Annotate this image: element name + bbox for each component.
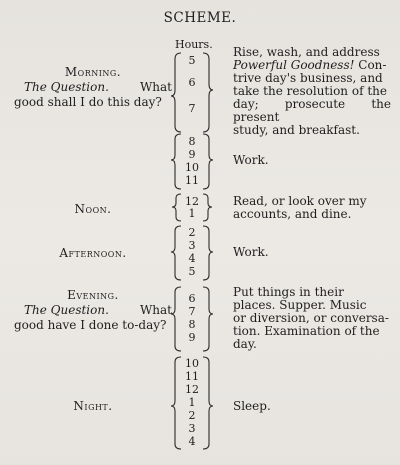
hour-11: 11 — [185, 174, 199, 187]
morning-right-brace — [203, 53, 213, 132]
afternoon-activity: Work. — [233, 245, 269, 259]
hour-3-am: 3 — [188, 422, 196, 435]
evening-label: Evening. — [67, 288, 119, 302]
noon-label: Noon. — [74, 202, 112, 216]
hour-1-am: 1 — [188, 396, 196, 409]
hour-4-am: 4 — [188, 435, 196, 448]
noon-activity-line1: Read, or look over my — [233, 194, 367, 208]
evening-question-label: The Question. — [24, 303, 109, 317]
evening-question-line2: good have I done to-day? — [14, 318, 167, 332]
noon-activity-line2: accounts, and dine. — [233, 207, 352, 221]
hour-7-pm: 7 — [188, 305, 196, 318]
hour-3: 3 — [188, 239, 196, 252]
evening-activity-line1: Put things in their — [233, 285, 344, 299]
evening-activity-line5: day. — [233, 337, 257, 351]
hour-8: 8 — [188, 135, 196, 148]
hour-12: 12 — [185, 195, 199, 208]
evening-block — [14, 288, 172, 333]
morning-activity-line5: day; prosecute the present — [233, 97, 391, 124]
evening-activity-line3: or diversion, or conversa- — [233, 311, 389, 325]
afternoon-right-brace — [203, 226, 213, 280]
evening-question — [14, 303, 172, 318]
hour-2-am: 2 — [188, 409, 196, 422]
hour-11-pm: 11 — [185, 370, 199, 383]
evening-question-rest: What — [139, 303, 172, 317]
hour-1: 1 — [188, 207, 196, 220]
powerful-goodness: Powerful Goodness! — [233, 58, 355, 72]
hour-2: 2 — [188, 226, 196, 239]
hours-header: Hours. — [175, 38, 213, 51]
evening-right-brace — [203, 287, 213, 351]
work-morning-right-brace — [203, 134, 213, 189]
hour-8-pm: 8 — [188, 318, 196, 331]
evening-activity — [233, 286, 391, 351]
hour-5-pm: 5 — [188, 265, 196, 278]
hour-9-pm: 9 — [188, 331, 196, 344]
morning-activity-line2-rest: Con- — [358, 58, 387, 72]
hour-9: 9 — [188, 148, 196, 161]
morning-activity — [233, 46, 391, 137]
night-label: Night. — [73, 399, 113, 413]
work-morning-activity: Work. — [233, 153, 269, 167]
hour-6-pm: 6 — [188, 292, 196, 305]
morning-label: Morning. — [64, 65, 122, 79]
morning-question — [14, 80, 172, 95]
hour-5: 5 — [188, 54, 196, 67]
hour-6: 6 — [188, 76, 196, 89]
hour-7: 7 — [188, 102, 196, 115]
hour-4: 4 — [188, 252, 196, 265]
hour-10: 10 — [185, 161, 199, 174]
morning-block — [14, 65, 172, 110]
morning-question-line2: good shall I do this day? — [14, 95, 162, 109]
afternoon-label: Afternoon. — [59, 246, 127, 260]
page-title: SCHEME. — [163, 10, 237, 26]
morning-activity-line3: trive day's business, and — [233, 71, 383, 85]
morning-activity-line6: study, and breakfast. — [233, 123, 360, 137]
hour-10-pm: 10 — [185, 357, 199, 370]
noon-activity — [233, 195, 391, 221]
evening-activity-line2: places. Supper. Music — [233, 298, 367, 312]
morning-question-label: The Question. — [24, 80, 109, 94]
noon-right-brace — [203, 194, 212, 221]
morning-activity-line4: take the resolution of the — [233, 84, 387, 98]
night-activity: Sleep. — [233, 399, 271, 413]
night-right-brace — [203, 357, 213, 449]
morning-question-rest: What — [139, 80, 172, 94]
hour-12-am: 12 — [185, 383, 199, 396]
morning-activity-line1: Rise, wash, and address — [233, 45, 380, 59]
evening-activity-line4: tion. Examination of the — [233, 324, 380, 338]
